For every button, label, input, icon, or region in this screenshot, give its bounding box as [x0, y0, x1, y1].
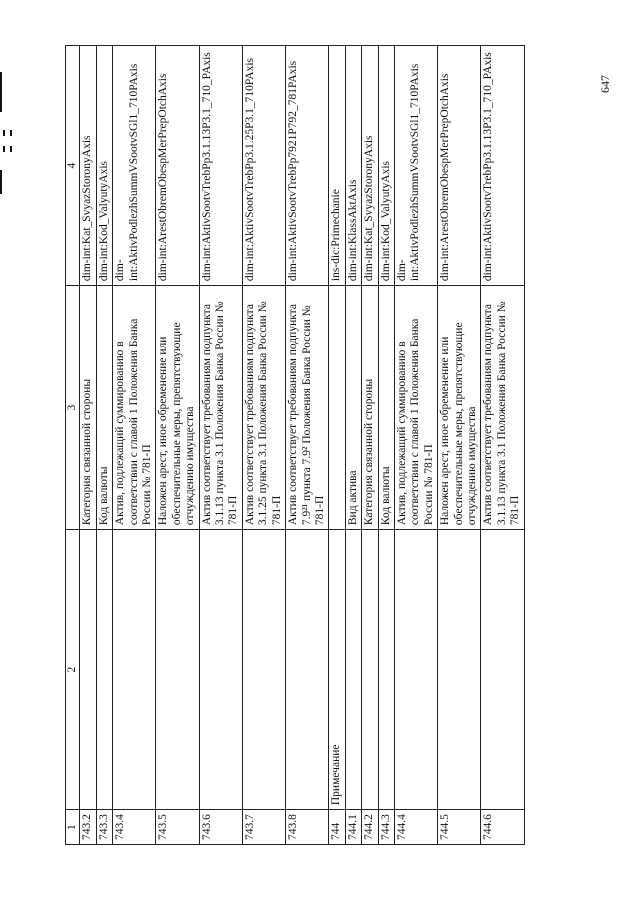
cell-col-4: dim-int:Kat_SvyazStoronyAxis: [362, 46, 378, 286]
page-number: 647: [598, 75, 612, 93]
cell-col-2: [394, 530, 437, 810]
margin-mark-bottom: [0, 170, 2, 194]
table-row: [156, 46, 199, 845]
table-row: [394, 46, 437, 845]
table-row: [199, 46, 242, 845]
table-row: [113, 46, 156, 845]
cell-col-1: 743.2: [80, 810, 96, 845]
cell-col-2: [345, 530, 361, 810]
cell-col-1: 743.8: [286, 810, 329, 845]
table-row: [96, 46, 112, 845]
cell-col-3: Актив, подлежащий суммированию в соответствии с главой 1 Положения Банка России № 781-П: [394, 286, 437, 530]
cell-col-3: Актив соответствует требованиям подпункта 3.1.25 пункта 3.1 Положения Банка России № 781-П: [242, 286, 285, 530]
table-row: [378, 46, 394, 845]
cell-col-3: Категория связанной стороны: [362, 286, 378, 530]
cell-col-3: Наложен арест, иное обременение или обеспечительные меры, препятствующие отчуждению имущества: [438, 286, 481, 530]
margin-mark-tick-3: [3, 146, 5, 152]
cell-col-2: [199, 530, 242, 810]
cell-col-1: 744.2: [362, 810, 378, 845]
header-col-4: 4: [66, 46, 80, 286]
cell-col-1: 743.3: [96, 810, 112, 845]
cell-col-1: 744.3: [378, 810, 394, 845]
cell-col-2: [286, 530, 329, 810]
cell-col-2: [96, 530, 112, 810]
cell-col-4: dim-int:Kat_SvyazStoronyAxis: [80, 46, 96, 286]
margin-mark-tick-2: [10, 130, 12, 136]
cell-col-1: 744.4: [394, 810, 437, 845]
table-row: [286, 46, 329, 845]
cell-col-1: 744.6: [481, 810, 524, 845]
cell-col-4: dim-int:ArestObremObespMerPrepOtchAxis: [438, 46, 481, 286]
cell-col-1: 743.6: [199, 810, 242, 845]
header-col-1: 1: [66, 810, 80, 845]
cell-col-4: dim-int:AktivPodlezhSummVSootvSGl1_710PAxis: [113, 46, 156, 286]
cell-col-4: ins-dic:Primechanie: [329, 46, 345, 286]
margin-mark-tick-1: [3, 130, 5, 136]
cell-col-4: dim-int:AktivSootvTrebPp3.1.13P3.1_710_PAxis: [199, 46, 242, 286]
table-row: [362, 46, 378, 845]
cell-col-2: [242, 530, 285, 810]
table-row: [329, 46, 345, 845]
cell-col-2: [80, 530, 96, 810]
cell-col-3: Вид актива: [345, 286, 361, 530]
cell-col-4: dim-int:AktivSootvTrebPp3.1.13P3.1_710_PAxis: [481, 46, 524, 286]
cell-col-4: dim-int:Kod_ValyutyAxis: [96, 46, 112, 286]
cell-col-3: Код валюты: [378, 286, 394, 530]
cell-col-2: Примечание: [329, 530, 345, 810]
cell-col-2: [438, 530, 481, 810]
cell-col-1: 743.7: [242, 810, 285, 845]
header-col-2: 2: [66, 530, 80, 810]
cell-col-3: Категория связанной стороны: [80, 286, 96, 530]
cell-col-1: 744.5: [438, 810, 481, 845]
cell-col-2: [481, 530, 524, 810]
table-row: [242, 46, 285, 845]
cell-col-4: dim-int:AktivSootvTrebPp3.1.25P3.1_710PAxis: [242, 46, 285, 286]
cell-col-1: 744.1: [345, 810, 361, 845]
table-row: [481, 46, 524, 845]
table-row: [345, 46, 361, 845]
cell-col-1: 743.4: [113, 810, 156, 845]
cell-col-2: [378, 530, 394, 810]
margin-mark-top: [0, 72, 2, 112]
cell-col-4: dim-int:Kod_ValyutyAxis: [378, 46, 394, 286]
cell-col-1: 743.5: [156, 810, 199, 845]
cell-col-3: Актив, подлежащий суммированию в соответствии с главой 1 Положения Банка России № 781-П: [113, 286, 156, 530]
cell-col-3: Актив соответствует требованиям подпункта 7.9²¹ пункта 7.9² Положения Банка России № 781-П: [286, 286, 329, 530]
cell-col-4: dim-int:ArestObremObespMerPrepOtchAxis: [156, 46, 199, 286]
table-row: [438, 46, 481, 845]
header-col-3: 3: [66, 286, 80, 530]
cell-col-2: [362, 530, 378, 810]
cell-col-3: Актив соответствует требованиям подпункта 3.1.13 пункта 3.1 Положения Банка России № 781-П: [199, 286, 242, 530]
cell-col-4: dim-int:AktivSootvTrebPp7921P792_781PAxis: [286, 46, 329, 286]
cell-col-3: Наложен арест, иное обременение или обеспечительные меры, препятствующие отчуждению имущества: [156, 286, 199, 530]
cell-col-3: [329, 286, 345, 530]
cell-col-2: [156, 530, 199, 810]
cell-col-2: [113, 530, 156, 810]
table-header-row: [66, 46, 80, 845]
cell-col-3: Код валюты: [96, 286, 112, 530]
cell-col-3: Актив соответствует требованиям подпункта 3.1.13 пункта 3.1 Положения Банка России № 781-П: [481, 286, 524, 530]
margin-mark-tick-4: [10, 146, 12, 152]
table-row: [80, 46, 96, 845]
data-table: [65, 45, 525, 845]
cell-col-4: dim-int:AktivPodlezhSummVSootvSGl1_710PAxis: [394, 46, 437, 286]
cell-col-1: 744: [329, 810, 345, 845]
cell-col-4: dim-int:KlassAktAxis: [345, 46, 361, 286]
